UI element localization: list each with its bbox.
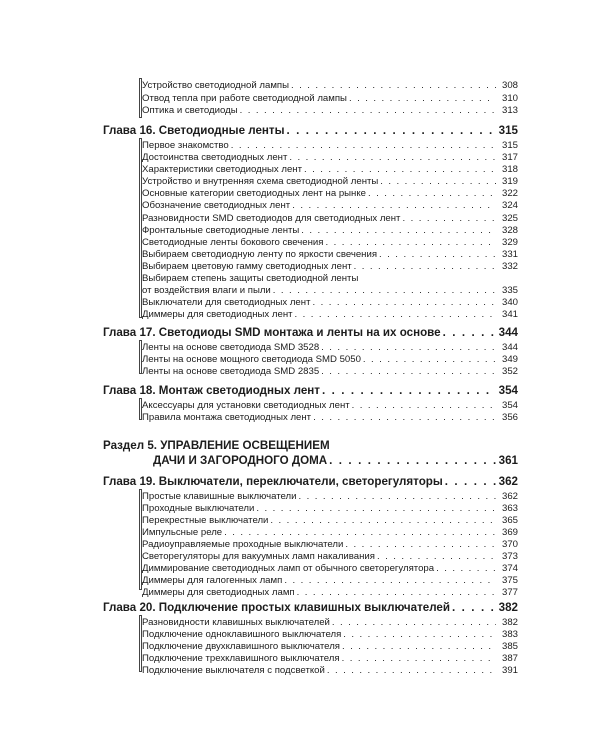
toc-entry (142, 176, 518, 187)
leader-dots (312, 297, 496, 308)
entry-title: Устройство светодиодной лампы (142, 80, 290, 91)
toc-entry (142, 400, 518, 411)
leader-dots (297, 587, 496, 598)
leader-dots (345, 539, 496, 550)
chapter-title: Глава 19. Выключатели, переключатели, светорегуляторы (103, 475, 443, 488)
entry-page: 313 (501, 105, 518, 116)
chapter-title: Глава 18. Монтаж светодиодных лент (103, 384, 320, 397)
leader-dots (329, 454, 496, 467)
entry-page: 331 (501, 249, 518, 260)
entry-title: Светорегуляторы для вакуумных ламп накаливания (142, 551, 375, 562)
entry-page: 363 (501, 503, 518, 514)
toc-entry (142, 366, 518, 377)
toc-entry (142, 354, 518, 365)
toc-entry (142, 237, 518, 248)
toc-entry (142, 140, 518, 151)
toc-entry (142, 105, 518, 116)
toc-entry (142, 225, 518, 236)
chapter-heading (103, 124, 518, 137)
section-heading-line1 (103, 439, 330, 452)
entry-title: Подключение выключателя с подсветкой (142, 665, 325, 676)
entry-title: Первое знакомство (142, 140, 229, 151)
chapter-heading (103, 601, 518, 614)
entry-page: 308 (501, 80, 518, 91)
leader-dots (295, 309, 496, 320)
entry-page: 344 (501, 342, 518, 353)
entry-page: 354 (501, 400, 518, 411)
toc-entry (142, 152, 518, 163)
toc-entry (142, 641, 518, 652)
toc-entry (142, 539, 518, 550)
leader-dots (402, 213, 496, 224)
entry-page: 341 (501, 309, 518, 320)
leader-dots (380, 176, 496, 187)
entry-title: Характеристики светодиодных лент (142, 164, 302, 175)
toc-entry (142, 515, 518, 526)
section-page: 361 (498, 454, 518, 467)
leader-dots (342, 641, 496, 652)
leader-dots (231, 140, 496, 151)
leader-dots (325, 237, 496, 248)
leader-dots (273, 285, 496, 296)
chapter-page: 362 (498, 475, 518, 488)
entry-title: Выключатели для светодиодных лент (142, 297, 311, 308)
entry-title: Выбираем цветовую гамму светодиодных лент (142, 261, 352, 272)
toc-entry (142, 587, 518, 598)
entry-page: 325 (501, 213, 518, 224)
chapter-title: Глава 16. Светодиодные ленты (103, 124, 285, 137)
chapter-page: 315 (498, 124, 518, 137)
entry-page: 391 (501, 665, 518, 676)
entry-title: от воздействия влаги и пыли (142, 285, 271, 296)
leader-dots (224, 527, 496, 538)
leader-dots (443, 326, 496, 339)
entry-page: 385 (501, 641, 518, 652)
toc-entry (142, 93, 518, 104)
leader-dots (343, 629, 496, 640)
entry-title: Диммеры для галогенных ламп (142, 575, 283, 586)
entry-title: Импульсные реле (142, 527, 223, 538)
leader-dots (270, 515, 496, 526)
entry-title: Аксессуары для установки светодиодных лент (142, 400, 350, 411)
section-heading-line2 (153, 454, 518, 467)
toc-entry (142, 491, 518, 502)
toc-entry (142, 551, 518, 562)
entry-page: 317 (501, 152, 518, 163)
toc-entry (142, 164, 518, 175)
entry-title: Оптика и светодиоды (142, 105, 238, 116)
toc-entry (142, 200, 518, 211)
entry-page: 310 (501, 93, 518, 104)
toc-entry (142, 213, 518, 224)
entry-title: Простые клавишные выключатели (142, 491, 297, 502)
entry-page: 365 (501, 515, 518, 526)
toc-entry (142, 617, 518, 628)
chapter-page: 382 (498, 601, 518, 614)
entry-title: Фронтальные светодиодные ленты (142, 225, 300, 236)
section-title: Раздел 5. УПРАВЛЕНИЕ ОСВЕЩЕНИЕМ (103, 439, 330, 452)
entry-title: Устройство и внутренняя схема светодиодной ленты (142, 176, 379, 187)
entry-title: Диммеры для светодиодных ламп (142, 587, 295, 598)
entry-title: Достоинства светодиодных лент (142, 152, 288, 163)
leader-dots (289, 152, 496, 163)
leader-dots (321, 366, 496, 377)
entry-title: Разновидности клавишных выключателей (142, 617, 330, 628)
leader-dots (284, 575, 496, 586)
entry-page: 340 (501, 297, 518, 308)
leader-dots (301, 225, 496, 236)
entry-page: 387 (501, 653, 518, 664)
entry-page: 315 (501, 140, 518, 151)
entry-title: Выбираем степень защиты светодиодной ленты (142, 273, 359, 284)
chapter-title: Глава 20. Подключение простых клавишных выключателей (103, 601, 451, 614)
entry-page: 329 (501, 237, 518, 248)
section-title-cont: ДАЧИ И ЗАГОРОДНОГО ДОМА (153, 454, 328, 467)
leader-dots (436, 563, 496, 574)
leader-dots (452, 601, 496, 614)
leader-dots (363, 354, 496, 365)
toc-entry (142, 527, 518, 538)
leader-dots (292, 200, 496, 211)
chapter-page: 344 (498, 326, 518, 339)
toc-entry (142, 80, 518, 91)
entry-page: 335 (501, 285, 518, 296)
leader-dots (313, 412, 496, 423)
entry-title: Радиоуправляемые проходные выключатели (142, 539, 344, 550)
entry-page: 324 (501, 200, 518, 211)
toc-entry (142, 575, 518, 586)
entry-title: Обозначение светодиодных лент (142, 200, 291, 211)
entry-title: Отвод тепла при работе светодиодной лампы (142, 93, 347, 104)
entry-title: Правила монтажа светодиодных лент (142, 412, 312, 423)
toc-entry (142, 503, 518, 514)
entry-page: 318 (501, 164, 518, 175)
entry-page: 332 (501, 261, 518, 272)
entry-title: Подключение одноклавишного выключателя (142, 629, 342, 640)
entry-page: 362 (501, 491, 518, 502)
toc-entry (142, 665, 518, 676)
toc-entry (142, 342, 518, 353)
entry-title: Ленты на основе мощного светодиода SMD 5050 (142, 354, 361, 365)
leader-dots (377, 551, 496, 562)
toc-entry (142, 297, 518, 308)
entry-title: Диммирование светодиодных ламп от обычного светорегулятора (142, 563, 435, 574)
leader-dots (352, 400, 496, 411)
leader-dots (342, 653, 496, 664)
entry-page: 375 (501, 575, 518, 586)
entry-title: Разновидности SMD светодиодов для светодиодных лент (142, 213, 401, 224)
entry-page: 352 (501, 366, 518, 377)
leader-dots (304, 164, 496, 175)
leader-dots (349, 93, 496, 104)
toc-entry (142, 563, 518, 574)
leader-dots (445, 475, 496, 488)
leader-dots (379, 249, 496, 260)
entry-title: Диммеры для светодиодных лент (142, 309, 293, 320)
chapter-title: Глава 17. Светодиоды SMD монтажа и ленты на их основе (103, 326, 441, 339)
entry-title: Ленты на основе светодиода SMD 2835 (142, 366, 320, 377)
entry-page: 373 (501, 551, 518, 562)
leader-dots (286, 124, 496, 137)
toc-entry (142, 629, 518, 640)
toc-entry (142, 309, 518, 320)
chapter-page: 354 (498, 384, 518, 397)
toc-entry (142, 653, 518, 664)
leader-dots (368, 188, 496, 199)
entry-page: 383 (501, 629, 518, 640)
leader-dots (327, 665, 496, 676)
chapter-heading (103, 475, 518, 488)
entry-page: 369 (501, 527, 518, 538)
toc-entry (142, 249, 518, 260)
entry-page: 382 (501, 617, 518, 628)
leader-dots (291, 80, 496, 91)
entry-page: 328 (501, 225, 518, 236)
entry-title: Основные категории светодиодных лент на рынке (142, 188, 366, 199)
entry-page: 374 (501, 563, 518, 574)
entry-title: Проходные выключатели (142, 503, 255, 514)
chapter-heading (103, 326, 518, 339)
chapter-heading (103, 384, 518, 397)
leader-dots (321, 342, 496, 353)
toc-entry (142, 261, 518, 272)
entry-page: 322 (501, 188, 518, 199)
toc-entry (142, 188, 518, 199)
entry-page: 349 (501, 354, 518, 365)
leader-dots (322, 384, 496, 397)
leader-dots (354, 261, 496, 272)
entry-page: 370 (501, 539, 518, 550)
entry-title: Ленты на основе светодиода SMD 3528 (142, 342, 320, 353)
leader-dots (240, 105, 496, 116)
toc-entry (142, 285, 518, 296)
entry-title: Подключение двухклавишного выключателя (142, 641, 340, 652)
leader-dots (332, 617, 496, 628)
entry-title: Подключение трехклавишного выключателя (142, 653, 340, 664)
entry-title: Перекрестные выключатели (142, 515, 269, 526)
leader-dots (299, 491, 496, 502)
toc-entry-line1 (142, 273, 518, 284)
entry-title: Выбираем светодиодную ленту по яркости свечения (142, 249, 378, 260)
toc-entry (142, 412, 518, 423)
entry-page: 356 (501, 412, 518, 423)
entry-page: 377 (501, 587, 518, 598)
entry-title: Светодиодные ленты бокового свечения (142, 237, 324, 248)
leader-dots (256, 503, 496, 514)
entry-page: 319 (501, 176, 518, 187)
